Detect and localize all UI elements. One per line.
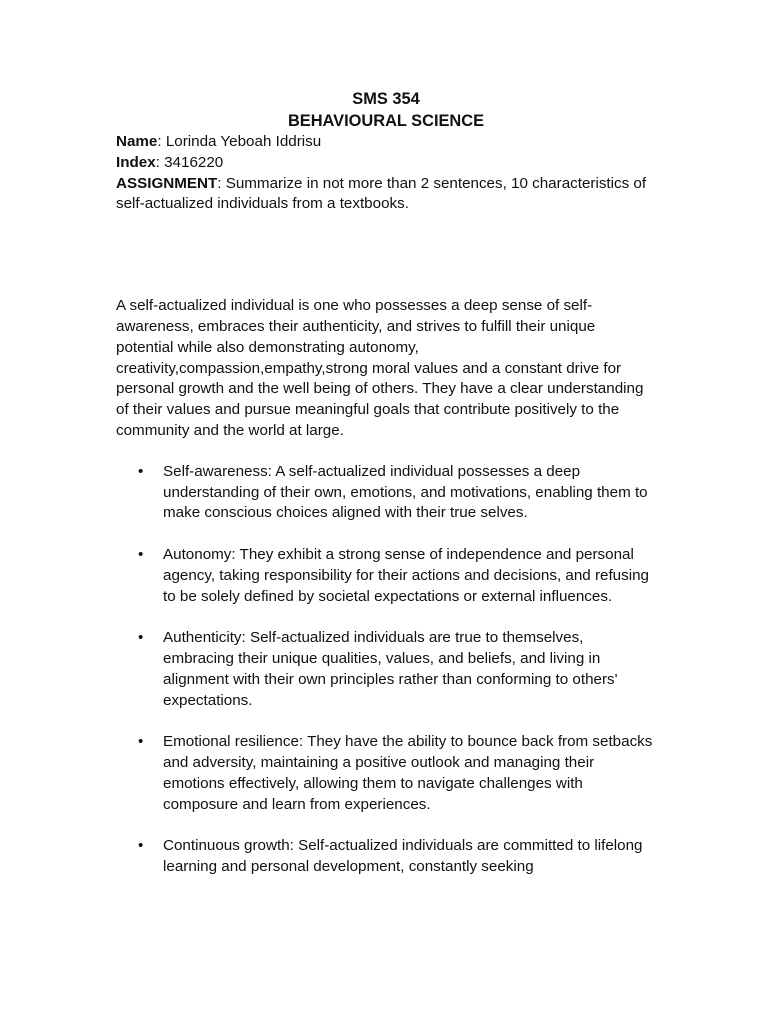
course-code: SMS 354 [352, 90, 420, 108]
index-line [116, 153, 656, 174]
assignment-label: ASSIGNMENT [116, 174, 218, 192]
document-body [116, 88, 656, 899]
list-item [116, 732, 656, 815]
assignment-line [116, 174, 656, 216]
index-label: Index [116, 153, 156, 171]
bullet-icon: • [138, 629, 144, 647]
list-item [116, 836, 656, 878]
list-item-text: Autonomy: They exhibit a strong sense of independence and personal agency, taking responsibility for their actions and decisions, and refusing to be solely defined by societal expectations or external influences. [163, 545, 649, 605]
list-item [116, 462, 656, 524]
bullet-icon: • [138, 545, 144, 563]
assignment-text: : Summarize in not more than 2 sentences, 10 characteristics of self-actualized individuals from a textbooks. [116, 174, 647, 213]
index-value: : 3416220 [155, 153, 224, 171]
list-item-text: Emotional resilience: They have the ability to bounce back from setbacks and adversity, maintaining a positive outlook and managing their emotions effectively, allowing them to navigate challenges with composure and learn from experiences. [163, 733, 653, 813]
list-item-text: Continuous growth: Self-actualized individuals are committed to lifelong learning and personal development, constantly seeking [163, 837, 643, 875]
name-value: : Lorinda Yeboah Iddrisu [157, 133, 322, 150]
characteristics-list [116, 462, 656, 878]
bullet-icon: • [138, 733, 144, 751]
name-line [116, 132, 656, 153]
bullet-icon: • [138, 837, 144, 855]
list-item [116, 545, 656, 607]
course-title: BEHAVIOURAL SCIENCE [287, 112, 485, 130]
list-item-text: Authenticity: Self-actualized individuals are true to themselves, embracing their unique qualities, values, and beliefs, and living in alignment with their own principles rather than conforming to others' expectations. [163, 629, 618, 709]
bullet-icon: • [138, 462, 144, 480]
name-label: Name [116, 133, 158, 150]
intro-paragraph: A self-actualized individual is one who possesses a deep sense of self-awareness, embraces their authenticity, and strives to fulfill their unique potential while also demonstrating autonomy, creativity,compassion,empathy,strong moral values and a constant drive for personal growth and the well being of others. They have a clear understanding of their values and pursue meaningful goals that contribute positively to the community and the world at large. [116, 297, 644, 439]
list-item-text: Self-awareness: A self-actualized individual possesses a deep understanding of their own, emotions, and motivations, enabling them to make conscious choices aligned with their true selves. [163, 462, 648, 522]
list-item [116, 628, 656, 711]
